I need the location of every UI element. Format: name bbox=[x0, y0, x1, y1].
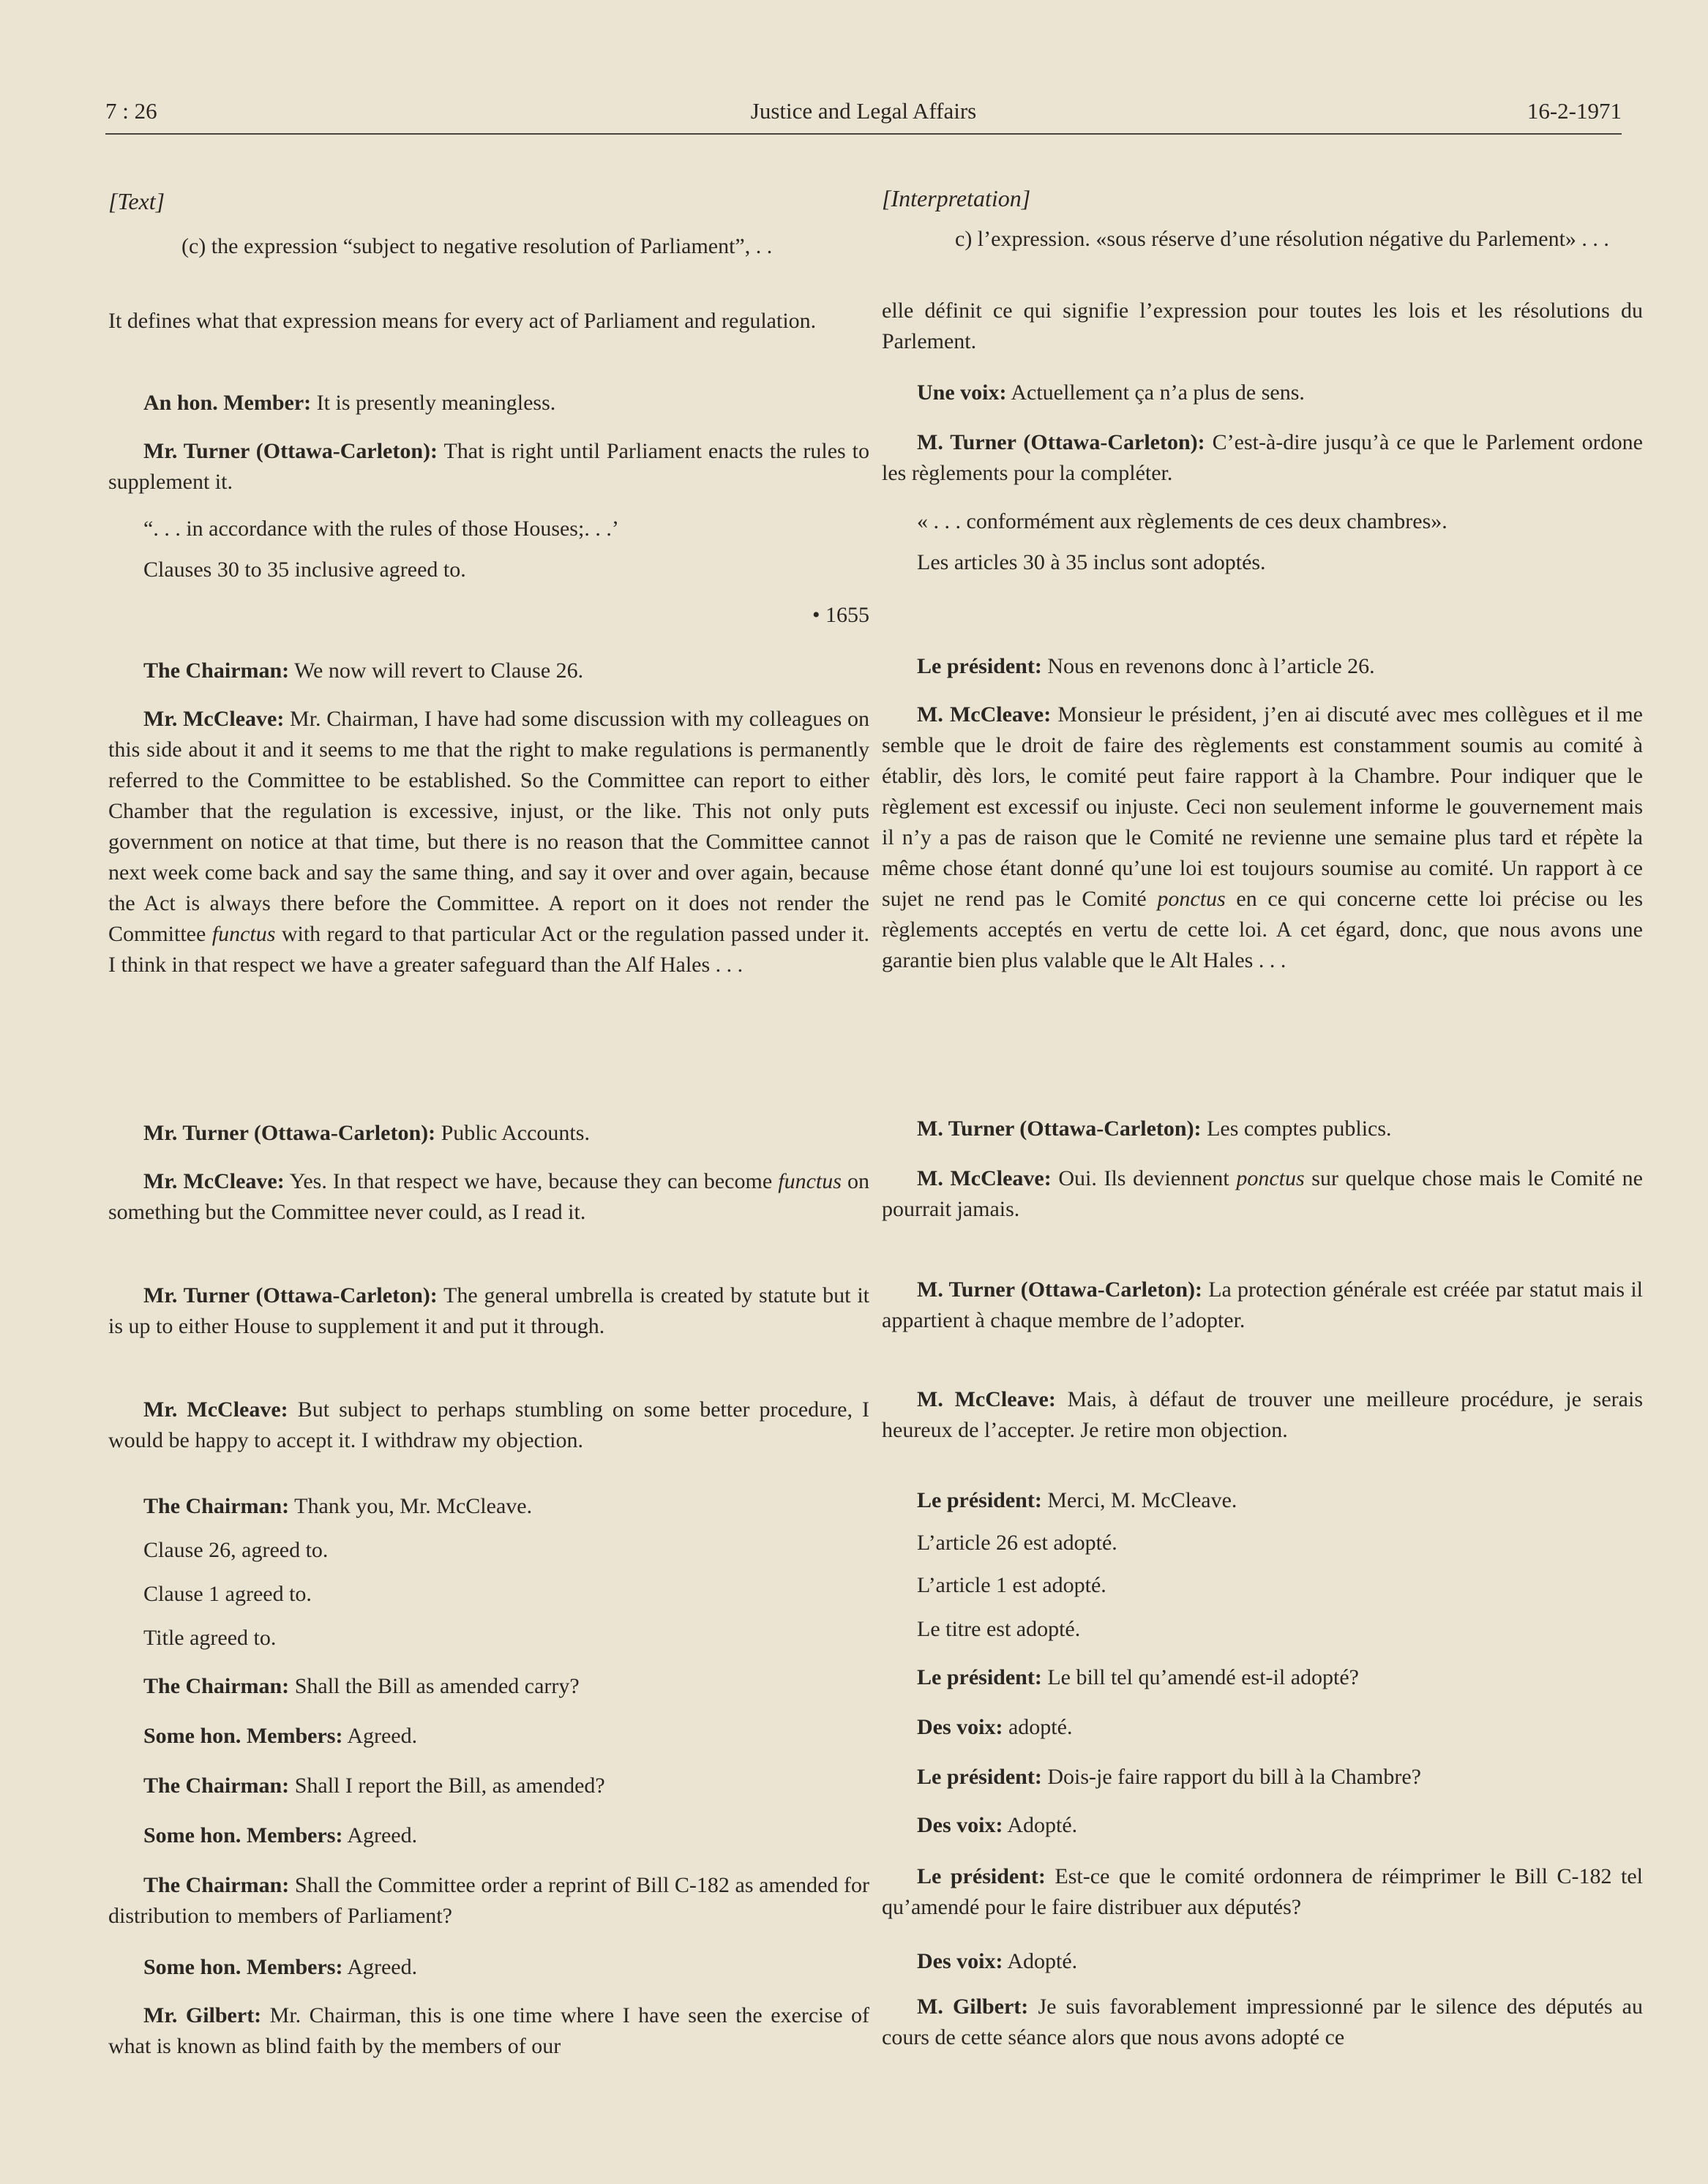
speech bbox=[108, 436, 869, 498]
speaker-name: M. McCleave: bbox=[917, 1387, 1056, 1411]
speaker-name: Mr. Turner (Ottawa-Carleton): bbox=[143, 439, 438, 463]
speech-text: Merci, M. McCleave. bbox=[1041, 1488, 1237, 1512]
speech-text: Thank you, Mr. McCleave. bbox=[289, 1494, 533, 1518]
speech-text: Oui. Ils deviennent bbox=[1051, 1166, 1237, 1190]
speech bbox=[882, 1861, 1643, 1923]
speech bbox=[882, 1114, 1643, 1144]
procedural-note: Les articles 30 à 35 inclus sont adoptés. bbox=[917, 550, 1266, 574]
speaker-name: Le président: bbox=[917, 1488, 1042, 1512]
quoted-clause: “. . . in accordance with the rules of those Houses;. . .’ bbox=[143, 517, 619, 541]
speech-text: Public Accounts. bbox=[435, 1121, 590, 1145]
speech-text: But subject to perhaps stumbling on some better procedure, I would be happy to accept it. I withdraw my objection. bbox=[108, 1397, 869, 1452]
speech-text: Dois-je faire rapport du bill à la Chambre? bbox=[1041, 1765, 1421, 1789]
quoted-clause: « . . . conformément aux règlements de ces deux chambres». bbox=[917, 509, 1447, 533]
speech-text: Yes. In that respect we have, because they can become bbox=[284, 1169, 779, 1193]
speaker-name: The Chairman: bbox=[143, 658, 290, 683]
interpretation-heading: [Interpretation] bbox=[882, 185, 1031, 211]
speaker-name: Des voix: bbox=[917, 1949, 1003, 1973]
speaker-name: Mr. Turner (Ottawa-Carleton): bbox=[143, 1283, 438, 1307]
time-marker: • 1655 bbox=[812, 603, 869, 627]
speaker-name: M. Gilbert: bbox=[917, 1995, 1029, 2019]
speech-text: Est-ce que le comité ordonnera de réimprimer le Bill C-182 tel qu’amendé pour le faire distribuer aux députés? bbox=[882, 1864, 1643, 1919]
procedural-note: Clauses 30 to 35 inclusive agreed to. bbox=[143, 558, 466, 582]
speech bbox=[108, 1952, 869, 1983]
speaker-name: Some hon. Members: bbox=[143, 1823, 343, 1847]
procedural-note: L’article 1 est adopté. bbox=[917, 1573, 1106, 1597]
speech bbox=[108, 1395, 869, 1456]
speaker-name: The Chairman: bbox=[143, 1494, 290, 1518]
speech-text: Mais, à défaut de trouver une meilleure procédure, je serais heureux de l’accepter. Je retire mon objection. bbox=[882, 1387, 1643, 1442]
speech-text: Monsieur le président, j’en ai discuté avec mes collègues et il me semble que le droit de faire des règlements est constamment soumis au comité à établir, dès lors, le comité peut faire rapport à la Chambre. Pour indiquer que le règlement est excessif ou injuste. Ceci non seulement informe le gouvernement mais il n’y a pas de raison que le Comité ne revienne une semaine plus tard et répète la même chose étant donné qu’une loi est toujours soumise au comité. Un rapport à ce sujet ne rend pas le Comité bbox=[882, 702, 1644, 911]
speech-text: adopté. bbox=[1003, 1715, 1073, 1739]
speech bbox=[108, 1721, 869, 1752]
speech bbox=[882, 427, 1643, 489]
speech bbox=[108, 1820, 869, 1851]
speech-text: on something but the Committee never could, as I read it. bbox=[108, 1169, 869, 1224]
speech-text: Agreed. bbox=[342, 1823, 418, 1847]
speech-text: Je suis favorablement impressionné par le silence des députés au cours de cette séance alors que nous avons adopté ce bbox=[882, 1995, 1643, 2049]
speaker-name: Mr. McCleave: bbox=[143, 1169, 285, 1193]
speaker-name: An hon. Member: bbox=[143, 391, 312, 415]
speaker-name: Mr. McCleave: bbox=[143, 707, 285, 731]
speech-text: We now will revert to Clause 26. bbox=[289, 658, 584, 683]
speech-text: Mr. Chairman, I have had some discussion with my colleagues on this side about it and it seems to me that the right to make regulations is permanently referred to the Committee to be established. So the Committee can report to either Chamber that the regulation is excessive, injust, or the like. This not only puts government on notice at that time, but there is no reason that the Committee cannot next week come back and say the same thing, and say it over and over again, because the Act is always there before the Committee. A report on it does not render the Committee bbox=[108, 707, 869, 946]
speaker-name: Mr. Turner (Ottawa-Carleton): bbox=[143, 1121, 436, 1145]
speaker-name: Some hon. Members: bbox=[143, 1955, 343, 1979]
speech-text: sur quelque chose mais le Comité ne pourrait jamais. bbox=[882, 1166, 1643, 1221]
speech-text: Adopté. bbox=[1003, 1813, 1078, 1837]
procedural-note: Le titre est adopté. bbox=[917, 1617, 1081, 1641]
speech bbox=[108, 704, 869, 980]
speech bbox=[108, 388, 869, 419]
speech-text: Agreed. bbox=[342, 1955, 418, 1979]
speaker-name: Le président: bbox=[917, 1665, 1042, 1689]
speaker-name: Mr. Gilbert: bbox=[143, 2003, 262, 2027]
speaker-name: Des voix: bbox=[917, 1813, 1003, 1837]
speech-text: Le bill tel qu’amendé est-il adopté? bbox=[1041, 1665, 1359, 1689]
header-date: 16-2-1971 bbox=[1527, 98, 1622, 124]
speech-text: Adopté. bbox=[1003, 1949, 1078, 1973]
running-title: Justice and Legal Affairs bbox=[750, 98, 977, 124]
speech-text: Shall the Bill as amended carry? bbox=[289, 1674, 580, 1698]
speech bbox=[108, 2000, 869, 2062]
speaker-name: M. Turner (Ottawa-Carleton): bbox=[917, 1277, 1202, 1302]
speech-text: Les comptes publics. bbox=[1201, 1117, 1392, 1141]
text-heading: [Text] bbox=[108, 188, 165, 214]
speech bbox=[108, 1671, 869, 1702]
speaker-name: Le président: bbox=[917, 1864, 1046, 1888]
speech bbox=[882, 1762, 1643, 1793]
speech-text: The general umbrella is created by statute but it is up to either House to supplement it and put it through. bbox=[108, 1283, 869, 1338]
latin-term: functus bbox=[778, 1169, 842, 1193]
speech bbox=[882, 1810, 1643, 1841]
speech bbox=[882, 1384, 1643, 1446]
speaker-name: Mr. McCleave: bbox=[143, 1397, 288, 1422]
latin-term: ponctus bbox=[1236, 1166, 1305, 1190]
quoted-clause: c) l’expression. «sous réserve d’une résolution négative du Parlement» . . . bbox=[955, 227, 1609, 251]
speech-text: It is presently meaningless. bbox=[311, 391, 556, 415]
speech-text: Agreed. bbox=[342, 1724, 418, 1748]
speaker-name: Des voix: bbox=[917, 1715, 1003, 1739]
speech bbox=[108, 656, 869, 686]
speaker-name: Une voix: bbox=[917, 380, 1007, 405]
procedural-note: Clause 1 agreed to. bbox=[143, 1582, 312, 1606]
speaker-name: Some hon. Members: bbox=[143, 1724, 343, 1748]
speech-text: C’est-à-dire jusqu’à ce que le Parlement ordone les règlements pour la compléter. bbox=[882, 430, 1643, 485]
speech bbox=[882, 651, 1643, 682]
speech bbox=[108, 1118, 869, 1149]
speech bbox=[882, 1992, 1643, 2053]
speech-text: with regard to that particular Act or the regulation passed under it. I think in that respect we have a greater safeguard than the Alf Hales . . . bbox=[108, 922, 869, 977]
speech bbox=[882, 699, 1643, 976]
speech bbox=[882, 1712, 1643, 1743]
speech bbox=[882, 1662, 1643, 1693]
speech-text: Nous en revenons donc à l’article 26. bbox=[1041, 654, 1375, 678]
page-header bbox=[105, 98, 1622, 135]
speech bbox=[108, 1870, 869, 1932]
speech bbox=[108, 1771, 869, 1801]
speaker-name: M. McCleave: bbox=[917, 702, 1052, 727]
speech bbox=[882, 1946, 1643, 1977]
page-number: 7 : 26 bbox=[105, 98, 157, 124]
procedural-note: L’article 26 est adopté. bbox=[917, 1531, 1117, 1555]
speech-text: Shall I report the Bill, as amended? bbox=[289, 1774, 605, 1798]
speech bbox=[108, 1280, 869, 1342]
quoted-clause: (c) the expression “subject to negative resolution of Parliament”, . . bbox=[181, 234, 773, 258]
speech-text: en ce qui concerne cette loi précise ou les règlements acceptés en vertu de cette loi. A cet égard, donc, que nous avons une garantie bien plus valable que le Alt Hales . . . bbox=[882, 887, 1643, 972]
speech bbox=[882, 1485, 1643, 1516]
speech bbox=[108, 1491, 869, 1522]
speaker-name: M. Turner (Ottawa-Carleton): bbox=[917, 1117, 1202, 1141]
speaker-name: Le président: bbox=[917, 654, 1042, 678]
speaker-name: Le président: bbox=[917, 1765, 1042, 1789]
procedural-note: Title agreed to. bbox=[143, 1626, 277, 1650]
speech-text: La protection générale est créée par statut mais il appartient à chaque membre de l’adopter. bbox=[882, 1277, 1643, 1332]
speaker-name: The Chairman: bbox=[143, 1774, 290, 1798]
speech bbox=[882, 1163, 1643, 1225]
speaker-name: M. Turner (Ottawa-Carleton): bbox=[917, 430, 1205, 454]
speaker-name: The Chairman: bbox=[143, 1873, 290, 1897]
speech bbox=[108, 1166, 869, 1228]
procedural-note: Clause 26, agreed to. bbox=[143, 1538, 329, 1562]
speaker-name: M. McCleave: bbox=[917, 1166, 1052, 1190]
speech bbox=[882, 1275, 1643, 1336]
speaker-name: The Chairman: bbox=[143, 1674, 290, 1698]
paragraph: It defines what that expression means for every act of Parliament and regulation. bbox=[108, 309, 817, 333]
paragraph: elle définit ce qui signifie l’expression pour toutes les lois et les résolutions du Parlement. bbox=[882, 299, 1643, 353]
speech-text: Shall the Committee order a reprint of Bill C-182 as amended for distribution to members of Parliament? bbox=[108, 1873, 869, 1928]
latin-term: functus bbox=[211, 922, 276, 946]
speech bbox=[882, 378, 1643, 408]
speech-text: Mr. Chairman, this is one time where I have seen the exercise of what is known as blind faith by the members of our bbox=[108, 2003, 869, 2058]
speech-text: That is right until Parliament enacts the rules to supplement it. bbox=[108, 439, 869, 494]
speech-text: Actuellement ça n’a plus de sens. bbox=[1006, 380, 1305, 405]
latin-term: ponctus bbox=[1157, 887, 1226, 911]
